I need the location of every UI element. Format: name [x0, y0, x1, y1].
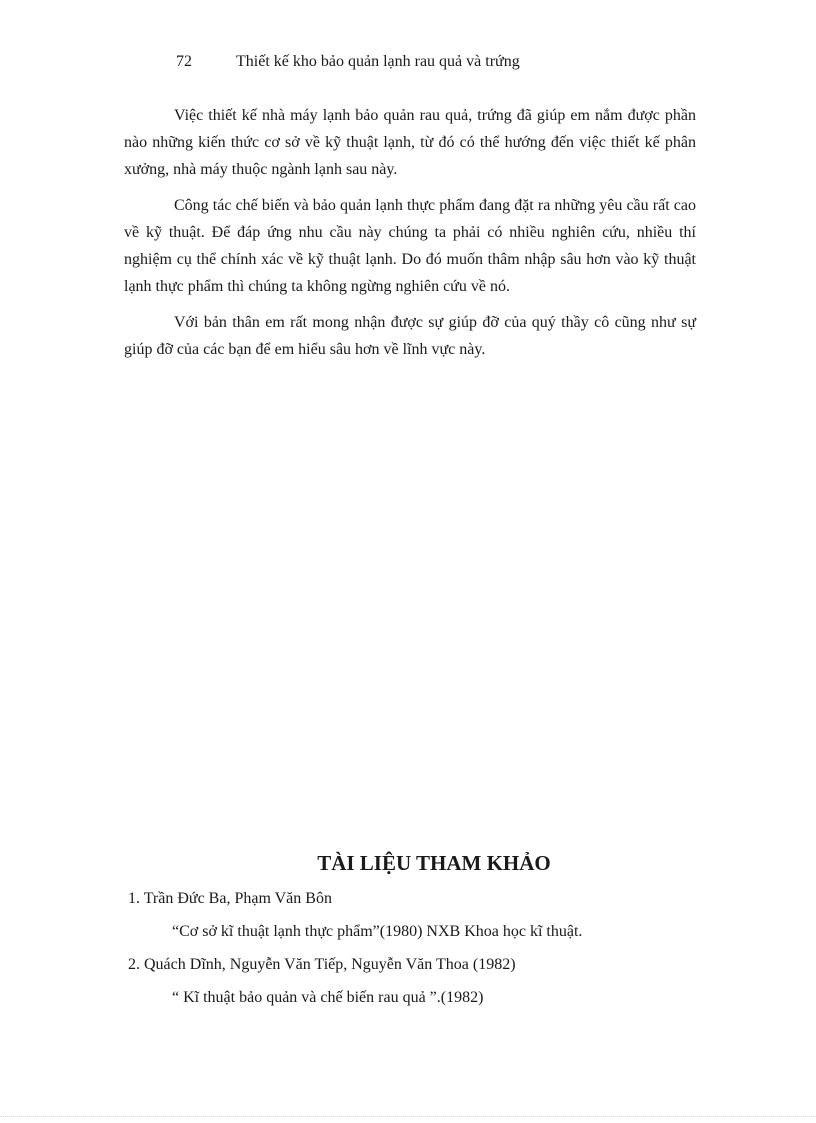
reference-item — [124, 948, 696, 1014]
page-header — [176, 52, 520, 72]
references-heading: TÀI LIỆU THAM KHẢO — [317, 851, 551, 875]
paragraph: Công tác chế biến và bảo quản lạnh thực phẩm đang đặt ra những yêu cầu rất cao về kỹ thuật. Để đáp ứng nhu cầu này chúng ta phải có nhiều nghiên cứu, nhiều thí nghiệm cụ thể chính xác về kỹ thuật lạnh. Do đó muốn thâm nhập sâu hơn vào kỹ thuật lạnh thực phẩm thì chúng ta không ngừng nghiên cứu về nó. — [124, 197, 696, 295]
reference-work: “ Kĩ thuật bảo quản và chế biến rau quả ”.(1982) — [172, 989, 484, 1006]
reference-author: 1. Trần Đức Ba, Phạm Văn Bôn — [128, 890, 332, 907]
references-section — [124, 848, 696, 1014]
reference-author: 2. Quách Dĩnh, Nguyễn Văn Tiếp, Nguyễn Văn Thoa (1982) — [128, 956, 516, 973]
running-title: Thiết kế kho bảo quản lạnh rau quả và trứng — [236, 53, 520, 70]
conclusion-section — [124, 102, 696, 372]
paragraph: Với bản thân em rất mong nhận được sự giúp đỡ của quý thầy cô cũng như sự giúp đỡ của các bạn để em hiểu sâu hơn về lĩnh vực này. — [124, 314, 696, 358]
reference-item — [124, 882, 696, 948]
paragraph: Việc thiết kế nhà máy lạnh bảo quản rau quả, trứng đã giúp em nắm được phần nào những kiến thức cơ sở về kỹ thuật lạnh, từ đó có thể hướng đến việc thiết kế phân xưởng, nhà máy thuộc ngành lạnh sau này. — [124, 107, 696, 178]
page-number: 72 — [176, 53, 192, 70]
reference-work: “Cơ sở kĩ thuật lạnh thực phẩm”(1980) NXB Khoa học kĩ thuật. — [172, 923, 583, 940]
page-bottom-divider — [0, 1116, 816, 1117]
